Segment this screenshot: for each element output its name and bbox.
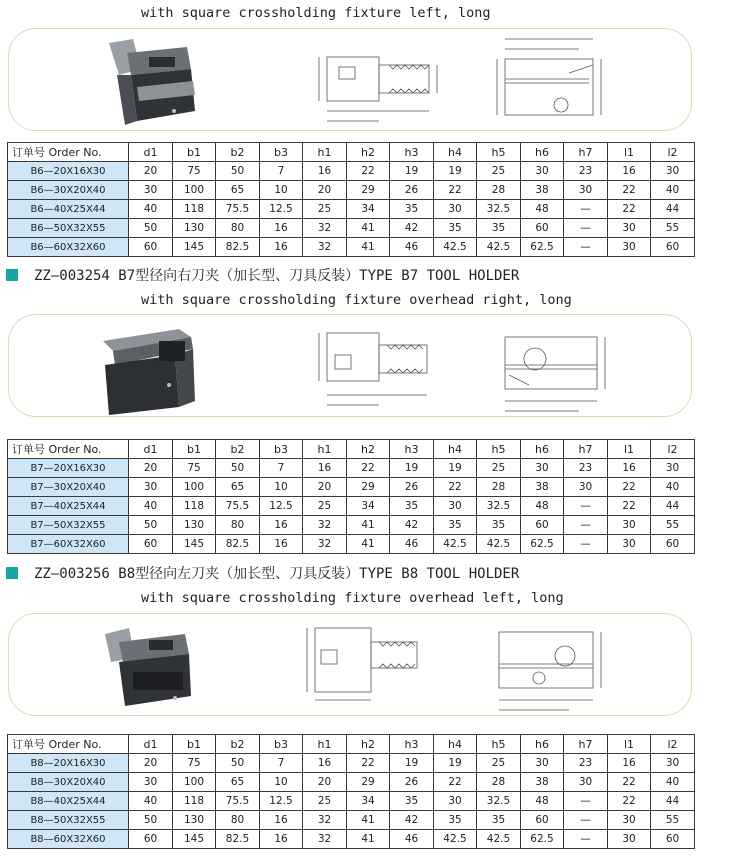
table-cell: 48 [521, 200, 564, 219]
table-cell: 35 [434, 219, 477, 238]
table-cell: 7 [260, 754, 303, 773]
table-cell: 34 [347, 200, 390, 219]
header-cell: b2 [216, 735, 260, 754]
table-cell: 44 [651, 497, 695, 516]
table-cell: 22 [347, 162, 390, 181]
table-cell: 55 [651, 219, 695, 238]
table-cell: 16 [260, 219, 303, 238]
table-cell: 75.5 [216, 792, 260, 811]
order-no-cell: B7—50X32X55 [8, 516, 129, 535]
table-cell: 46 [390, 830, 434, 849]
table-cell: 16 [260, 535, 303, 554]
section-b6-spec-table [7, 142, 695, 257]
table-cell: 100 [173, 181, 216, 200]
table-cell: 26 [390, 478, 434, 497]
table-cell: 20 [129, 754, 173, 773]
table-cell: 65 [216, 181, 260, 200]
table-cell: 50 [216, 459, 260, 478]
table-cell: 118 [173, 792, 216, 811]
table-cell: 41 [347, 238, 390, 257]
table-cell: 16 [260, 811, 303, 830]
table-cell: 30 [608, 238, 651, 257]
table-cell: 75 [173, 754, 216, 773]
table-cell: 75.5 [216, 200, 260, 219]
header-cell: h1 [303, 143, 347, 162]
table-cell: 19 [434, 162, 477, 181]
table-cell: — [564, 516, 608, 535]
header-cell: h7 [564, 735, 608, 754]
b6-front-view-drawing [497, 39, 601, 115]
table-cell: 12.5 [260, 200, 303, 219]
table-cell: 16 [260, 830, 303, 849]
table-row [8, 754, 695, 773]
header-cell: b3 [260, 735, 303, 754]
table-cell: 42.5 [477, 535, 521, 554]
table-cell: 40 [651, 478, 695, 497]
table-cell: 55 [651, 516, 695, 535]
section-b6-figure-panel [8, 28, 692, 131]
table-cell: 40 [129, 497, 173, 516]
table-cell: 60 [521, 219, 564, 238]
table-cell: 12.5 [260, 792, 303, 811]
b8-side-view-drawing [307, 628, 417, 700]
header-cell: h1 [303, 735, 347, 754]
table-cell: 19 [434, 459, 477, 478]
table-cell: 42.5 [434, 535, 477, 554]
b8-drawings [9, 614, 692, 716]
table-cell: 30 [521, 162, 564, 181]
table-cell: 28 [477, 478, 521, 497]
table-cell: 38 [521, 478, 564, 497]
table-cell: 60 [521, 811, 564, 830]
table-cell: 10 [260, 773, 303, 792]
header-cell: d1 [129, 440, 173, 459]
table-cell: 23 [564, 162, 608, 181]
header-cell: b2 [216, 143, 260, 162]
table-cell: 32 [303, 811, 347, 830]
header-cell: h7 [564, 440, 608, 459]
table-cell: 29 [347, 773, 390, 792]
table-cell: 32 [303, 535, 347, 554]
table-cell: 32.5 [477, 497, 521, 516]
table-cell: 44 [651, 200, 695, 219]
order-no-cell: B8—60X32X60 [8, 830, 129, 849]
table-cell: 42.5 [434, 238, 477, 257]
section-b7-title: ZZ—003254 B7型径向右刀夹（加长型、刀具反装）TYPE B7 TOOL HOLDER [34, 268, 520, 284]
header-cell: l1 [608, 440, 651, 459]
table-cell: 100 [173, 773, 216, 792]
header-cell: h5 [477, 440, 521, 459]
table-cell: 30 [564, 478, 608, 497]
table-cell: 32 [303, 219, 347, 238]
table-cell: 30 [434, 792, 477, 811]
b7-holder-photo [103, 329, 195, 415]
table-cell: 25 [303, 200, 347, 219]
table-cell: 42 [390, 219, 434, 238]
header-cell: h6 [521, 735, 564, 754]
table-cell: 41 [347, 535, 390, 554]
table-cell: 80 [216, 811, 260, 830]
header-cell: d1 [129, 143, 173, 162]
order-no-cell: B7—30X20X40 [8, 478, 129, 497]
table-cell: 20 [129, 459, 173, 478]
table-row [8, 200, 695, 219]
table-cell: 42 [390, 516, 434, 535]
table-row [8, 811, 695, 830]
table-cell: 82.5 [216, 238, 260, 257]
section-marker-icon [6, 567, 18, 579]
table-cell: 26 [390, 181, 434, 200]
order-no-cell: B8—50X32X55 [8, 811, 129, 830]
table-cell: 16 [608, 459, 651, 478]
table-cell: 19 [390, 162, 434, 181]
table-cell: — [564, 535, 608, 554]
b6-holder-photo [109, 39, 195, 125]
table-cell: 16 [608, 162, 651, 181]
table-cell: 65 [216, 478, 260, 497]
table-cell: 16 [260, 238, 303, 257]
table-cell: 35 [477, 811, 521, 830]
table-cell: 60 [651, 830, 695, 849]
table-cell: — [564, 792, 608, 811]
header-cell: b3 [260, 440, 303, 459]
table-cell: 42.5 [477, 830, 521, 849]
table-cell: 34 [347, 497, 390, 516]
table-cell: 35 [390, 497, 434, 516]
table-cell: 46 [390, 535, 434, 554]
table-row [8, 497, 695, 516]
table-cell: 41 [347, 219, 390, 238]
header-cell: h5 [477, 143, 521, 162]
section-b8-spec-table [7, 734, 695, 849]
table-cell: 62.5 [521, 535, 564, 554]
table-cell: 25 [303, 792, 347, 811]
b6-side-view-drawing [319, 57, 437, 121]
section-b7-figure-panel [8, 314, 692, 417]
table-cell: 50 [216, 162, 260, 181]
table-cell: 30 [651, 754, 695, 773]
section-b8-figure-panel [8, 613, 692, 716]
b6-drawings [9, 29, 692, 131]
table-cell: 40 [651, 181, 695, 200]
table-row [8, 830, 695, 849]
header-cell: h2 [347, 735, 390, 754]
section-marker-icon [6, 269, 18, 281]
table-cell: 82.5 [216, 830, 260, 849]
table-cell: 35 [434, 811, 477, 830]
table-cell: 60 [129, 535, 173, 554]
table-cell: 40 [651, 773, 695, 792]
section-b7-subtitle: with square crossholding fixture overhead right, long [141, 292, 572, 308]
table-cell: 22 [608, 200, 651, 219]
b7-front-view-drawing [505, 337, 605, 411]
table-cell: 7 [260, 162, 303, 181]
table-row [8, 219, 695, 238]
table-cell: 60 [129, 830, 173, 849]
table-cell: 75 [173, 459, 216, 478]
table-cell: 100 [173, 478, 216, 497]
table-cell: 16 [303, 754, 347, 773]
header-cell: l2 [651, 440, 695, 459]
header-cell: b1 [173, 143, 216, 162]
table-cell: 22 [608, 478, 651, 497]
table-row [8, 459, 695, 478]
table-cell: 22 [608, 497, 651, 516]
table-cell: 130 [173, 811, 216, 830]
table-cell: 118 [173, 200, 216, 219]
table-cell: 25 [477, 459, 521, 478]
b7-drawings [9, 315, 692, 417]
table-cell: 22 [347, 754, 390, 773]
table-cell: 80 [216, 516, 260, 535]
table-cell: 50 [129, 219, 173, 238]
table-cell: 48 [521, 792, 564, 811]
table-cell: 30 [651, 459, 695, 478]
table-cell: 26 [390, 773, 434, 792]
order-no-cell: B6—50X32X55 [8, 219, 129, 238]
header-cell: h3 [390, 440, 434, 459]
table-cell: 35 [390, 792, 434, 811]
table-cell: 29 [347, 181, 390, 200]
header-cell: h4 [434, 143, 477, 162]
table-cell: 35 [434, 516, 477, 535]
header-cell: l1 [608, 735, 651, 754]
order-no-cell: B7—60X32X60 [8, 535, 129, 554]
table-cell: 34 [347, 792, 390, 811]
table-cell: 30 [129, 478, 173, 497]
table-cell: 60 [521, 516, 564, 535]
table-cell: 30 [608, 830, 651, 849]
table-cell: 22 [608, 181, 651, 200]
table-cell: 30 [129, 773, 173, 792]
table-cell: 35 [477, 516, 521, 535]
table-cell: 60 [651, 238, 695, 257]
table-cell: 23 [564, 459, 608, 478]
header-cell-order-no: 订单号 Order No. [8, 143, 129, 162]
table-row [8, 162, 695, 181]
table-cell: 30 [434, 200, 477, 219]
table-row [8, 773, 695, 792]
table-cell: 60 [129, 238, 173, 257]
table-cell: 20 [303, 773, 347, 792]
table-cell: 41 [347, 830, 390, 849]
header-cell: h1 [303, 440, 347, 459]
section-b8-title: ZZ—003256 B8型径向左刀夹（加长型、刀具反装）TYPE B8 TOOL HOLDER [34, 566, 520, 582]
table-cell: — [564, 238, 608, 257]
order-no-cell: B6—40X25X44 [8, 200, 129, 219]
table-cell: 20 [303, 181, 347, 200]
table-cell: 12.5 [260, 497, 303, 516]
section-b7-heading [6, 264, 519, 286]
table-cell: 145 [173, 830, 216, 849]
table-cell: 32.5 [477, 200, 521, 219]
table-header-row [8, 735, 695, 754]
table-cell: 30 [608, 516, 651, 535]
header-cell: h6 [521, 143, 564, 162]
header-cell: h7 [564, 143, 608, 162]
table-cell: 40 [129, 200, 173, 219]
order-no-cell: B6—20X16X30 [8, 162, 129, 181]
table-cell: 7 [260, 459, 303, 478]
table-cell: 46 [390, 238, 434, 257]
b8-holder-photo [105, 628, 191, 706]
table-cell: 25 [477, 754, 521, 773]
table-cell: 30 [651, 162, 695, 181]
table-row [8, 535, 695, 554]
table-cell: — [564, 497, 608, 516]
order-no-cell: B6—60X32X60 [8, 238, 129, 257]
table-row [8, 478, 695, 497]
table-cell: 48 [521, 497, 564, 516]
table-cell: 22 [434, 773, 477, 792]
table-cell: 30 [608, 219, 651, 238]
table-cell: 16 [303, 162, 347, 181]
table-cell: 30 [564, 773, 608, 792]
header-cell: b3 [260, 143, 303, 162]
header-cell: h4 [434, 735, 477, 754]
table-cell: 145 [173, 238, 216, 257]
table-cell: 30 [608, 811, 651, 830]
header-cell: b1 [173, 735, 216, 754]
table-cell: 28 [477, 773, 521, 792]
table-cell: 55 [651, 811, 695, 830]
section-b6-subtitle: with square crossholding fixture left, long [141, 5, 491, 21]
table-cell: 42.5 [434, 830, 477, 849]
table-cell: 28 [477, 181, 521, 200]
order-no-cell: B8—30X20X40 [8, 773, 129, 792]
table-cell: 145 [173, 535, 216, 554]
table-cell: 22 [347, 459, 390, 478]
table-cell: 75 [173, 162, 216, 181]
order-no-cell: B8—20X16X30 [8, 754, 129, 773]
table-cell: 22 [608, 792, 651, 811]
order-no-cell: B7—20X16X30 [8, 459, 129, 478]
header-cell: h3 [390, 735, 434, 754]
header-cell-order-no: 订单号 Order No. [8, 735, 129, 754]
section-b8-subtitle: with square crossholding fixture overhead left, long [141, 590, 564, 606]
header-cell: h3 [390, 143, 434, 162]
order-no-cell: B8—40X25X44 [8, 792, 129, 811]
table-cell: 16 [260, 516, 303, 535]
table-cell: 22 [608, 773, 651, 792]
table-cell: 65 [216, 773, 260, 792]
order-no-cell: B6—30X20X40 [8, 181, 129, 200]
header-cell-order-no: 订单号 Order No. [8, 440, 129, 459]
table-cell: 32 [303, 830, 347, 849]
table-cell: 75.5 [216, 497, 260, 516]
table-cell: 50 [129, 811, 173, 830]
header-cell: l1 [608, 143, 651, 162]
table-cell: 30 [521, 459, 564, 478]
table-row [8, 181, 695, 200]
table-cell: 80 [216, 219, 260, 238]
table-cell: 32 [303, 238, 347, 257]
table-cell: 16 [608, 754, 651, 773]
table-cell: 22 [434, 478, 477, 497]
table-cell: 38 [521, 773, 564, 792]
table-cell: 41 [347, 516, 390, 535]
table-cell: 19 [390, 754, 434, 773]
table-cell: 25 [477, 162, 521, 181]
table-cell: 19 [434, 754, 477, 773]
table-cell: 60 [651, 535, 695, 554]
header-cell: d1 [129, 735, 173, 754]
table-cell: 50 [129, 516, 173, 535]
table-cell: — [564, 811, 608, 830]
table-cell: 62.5 [521, 238, 564, 257]
header-cell: b1 [173, 440, 216, 459]
table-cell: 19 [390, 459, 434, 478]
table-cell: 118 [173, 497, 216, 516]
header-cell: h2 [347, 440, 390, 459]
table-cell: 38 [521, 181, 564, 200]
b8-front-view-drawing [499, 632, 601, 710]
table-cell: — [564, 219, 608, 238]
table-row [8, 238, 695, 257]
table-cell: 10 [260, 181, 303, 200]
table-cell: 130 [173, 516, 216, 535]
b7-side-view-drawing [319, 333, 427, 405]
table-cell: 25 [303, 497, 347, 516]
header-cell: b2 [216, 440, 260, 459]
table-cell: 16 [303, 459, 347, 478]
header-cell: l2 [651, 143, 695, 162]
table-cell: 30 [564, 181, 608, 200]
table-cell: 10 [260, 478, 303, 497]
table-cell: 22 [434, 181, 477, 200]
header-cell: h5 [477, 735, 521, 754]
section-b8-heading [6, 562, 519, 584]
table-row [8, 792, 695, 811]
table-cell: 23 [564, 754, 608, 773]
table-row [8, 516, 695, 535]
table-cell: 40 [129, 792, 173, 811]
table-cell: 30 [521, 754, 564, 773]
table-cell: 130 [173, 219, 216, 238]
header-cell: h6 [521, 440, 564, 459]
table-cell: 30 [129, 181, 173, 200]
table-cell: 41 [347, 811, 390, 830]
table-cell: 29 [347, 478, 390, 497]
header-cell: h4 [434, 440, 477, 459]
table-cell: 42 [390, 811, 434, 830]
order-no-cell: B7—40X25X44 [8, 497, 129, 516]
table-header-row [8, 143, 695, 162]
table-cell: 32 [303, 516, 347, 535]
table-cell: 35 [477, 219, 521, 238]
table-cell: 30 [608, 535, 651, 554]
table-cell: 35 [390, 200, 434, 219]
table-cell: 42.5 [477, 238, 521, 257]
table-cell: 44 [651, 792, 695, 811]
section-b7-spec-table [7, 439, 695, 554]
table-header-row [8, 440, 695, 459]
table-cell: — [564, 200, 608, 219]
header-cell: l2 [651, 735, 695, 754]
table-cell: 20 [303, 478, 347, 497]
table-cell: 62.5 [521, 830, 564, 849]
header-cell: h2 [347, 143, 390, 162]
table-cell: 50 [216, 754, 260, 773]
table-cell: 82.5 [216, 535, 260, 554]
table-cell: — [564, 830, 608, 849]
table-cell: 32.5 [477, 792, 521, 811]
table-cell: 30 [434, 497, 477, 516]
table-cell: 20 [129, 162, 173, 181]
